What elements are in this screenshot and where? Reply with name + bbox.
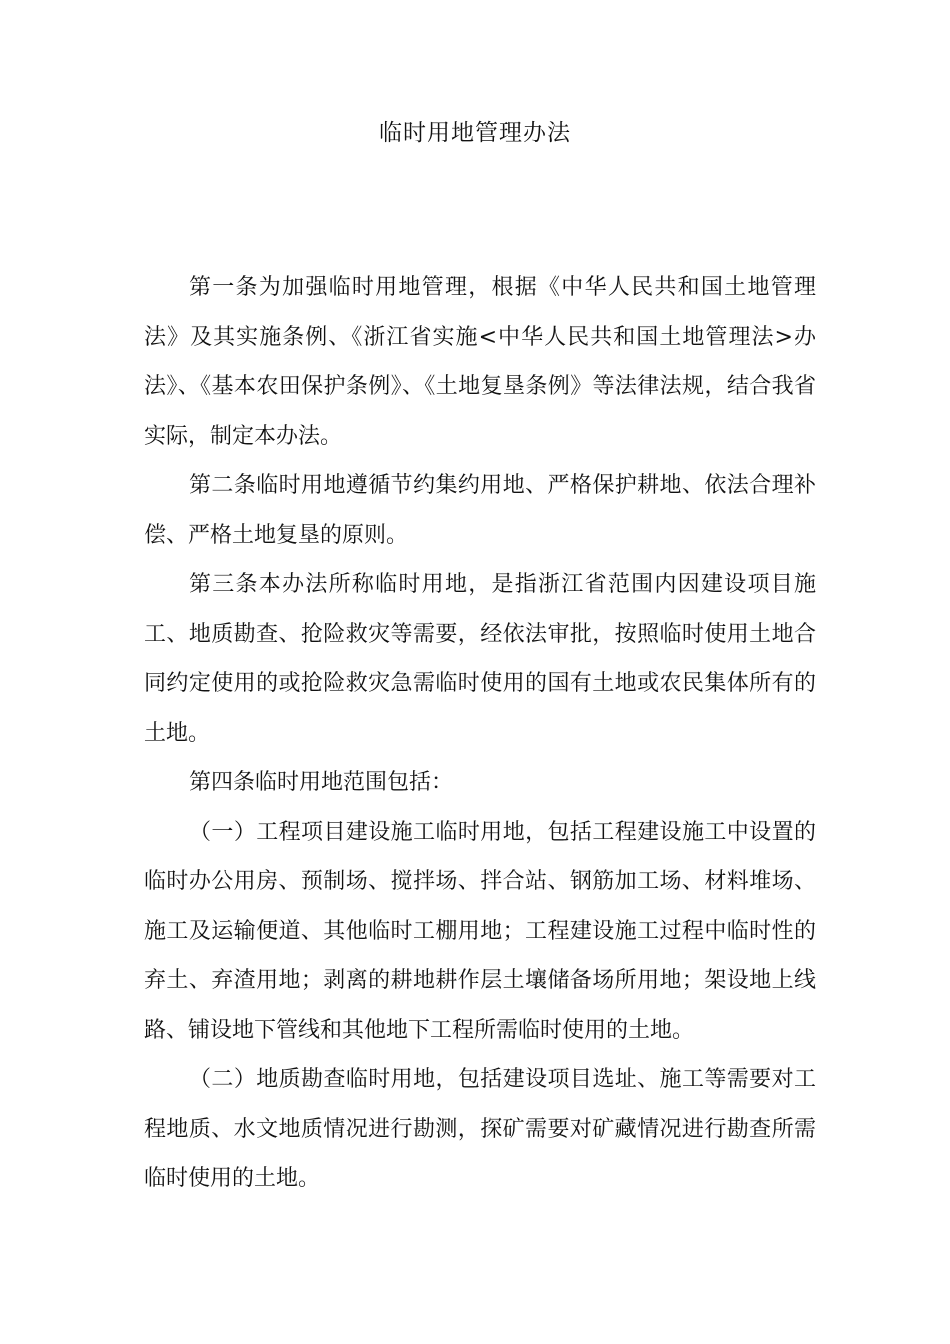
article-4-item-1-paragraph: （一）工程项目建设施工临时用地，包括工程建设施工中设置的临时办公用房、预制场、搅拌场、拌合站、钢筋加工场、材料堆场、施工及运输便道、其他临时工棚用地；工程建设施工过程中临时性的弃土、弃渣用地；剥离的耕地耕作层土壤储备场所用地；架设地上线路、铺设地下管线和其他地下工程所需临时使用的土地。: [144, 819, 816, 1043]
article-3-paragraph: 第三条本办法所称临时用地，是指浙江省范围内因建设项目施工、地质勘查、抢险救灾等需要，经依法审批，按照临时使用土地合同约定使用的或抢险救灾急需临时使用的国有土地或农民集体所有的土地。: [144, 572, 816, 746]
article-4-item-2-paragraph: （二）地质勘查临时用地，包括建设项目选址、施工等需要对工程地质、水文地质情况进行勘测，探矿需要对矿藏情况进行勘查所需临时使用的土地。: [144, 1067, 816, 1191]
article-2-paragraph: 第二条临时用地遵循节约集约用地、严格保护耕地、依法合理补偿、严格土地复垦的原则。: [144, 473, 816, 548]
document-body: [144, 263, 816, 1204]
article-4-paragraph: 第四条临时用地范围包括：: [189, 770, 454, 795]
document-title: 临时用地管理办法: [379, 120, 571, 146]
article-1-paragraph: 第一条为加强临时用地管理，根据《中华人民共和国土地管理法》及其实施条例、《浙江省实施<中华人民共和国土地管理法>办法》、《基本农田保护条例》、《土地复垦条例》等法律法规，结合我省实际，制定本办法。: [144, 275, 816, 449]
